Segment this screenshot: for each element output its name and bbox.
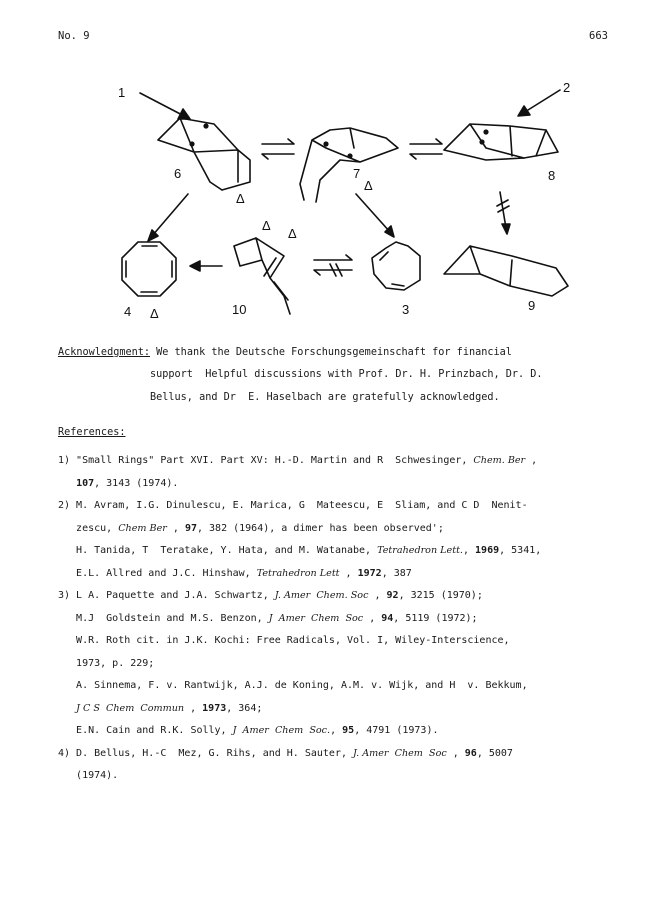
reference-item bbox=[58, 743, 638, 788]
label-4: 4 bbox=[124, 304, 132, 319]
volume-number: 107 bbox=[76, 477, 95, 489]
reference-item bbox=[58, 450, 638, 495]
structure-7 bbox=[300, 128, 398, 202]
reference-text: , 3215 (1970); bbox=[398, 590, 483, 601]
reference-text: , bbox=[525, 455, 538, 466]
reference-text: , 364; bbox=[226, 702, 263, 714]
reference-text: W.R. Roth cit. in J.K. Kochi: Free Radicals, Vol. I, Wiley-Interscience, bbox=[58, 635, 510, 646]
label-7: 7 bbox=[353, 166, 361, 181]
reference-text: , bbox=[330, 725, 343, 736]
reference-line bbox=[58, 563, 638, 586]
volume-number: 95 bbox=[342, 725, 355, 736]
reference-line bbox=[58, 630, 638, 653]
label-10: 10 bbox=[232, 302, 247, 317]
reference-text: , 5119 (1972); bbox=[393, 612, 478, 624]
journal-name: Chem. Ber bbox=[473, 455, 526, 466]
arrow-6-to-4 bbox=[152, 194, 188, 236]
reference-text: A. Sinnema, F. v. Rantwijk, A.J. de Koning, A.M. v. Wijk, and H v. Bekkum, bbox=[58, 680, 528, 691]
reaction-scheme bbox=[0, 60, 672, 335]
reference-text: , bbox=[184, 702, 203, 714]
acknowledgment-line: Bellus, and Dr E. Haselbach are gratefully acknowledged. bbox=[58, 391, 500, 403]
journal-name: J Amer Chem Soc. bbox=[232, 725, 331, 736]
label-1: 1 bbox=[118, 85, 126, 100]
reference-text: , bbox=[446, 747, 465, 759]
reference-line bbox=[58, 698, 638, 721]
label-8: 8 bbox=[548, 168, 556, 183]
reference-text: 1973, p. 229; bbox=[58, 657, 155, 669]
volume-number: 96 bbox=[464, 747, 477, 759]
reference-text: , 387 bbox=[381, 567, 412, 579]
journal-name: J. Amer Chem. Soc bbox=[274, 590, 369, 601]
label-9: 9 bbox=[528, 298, 536, 313]
structure-3 bbox=[372, 242, 420, 290]
reference-line bbox=[58, 765, 638, 788]
volume-number: 1972 bbox=[357, 567, 382, 579]
volume-number: 94 bbox=[381, 612, 394, 624]
label-6: 6 bbox=[174, 166, 182, 181]
structure-8 bbox=[444, 124, 558, 160]
reference-line bbox=[58, 518, 638, 541]
reference-text: , 4791 (1973). bbox=[354, 725, 439, 736]
reference-text: , bbox=[339, 567, 358, 579]
reference-item bbox=[58, 585, 638, 743]
structure-9 bbox=[444, 246, 568, 296]
journal-name: J Amer Chem Soc bbox=[268, 612, 364, 624]
reference-line bbox=[58, 495, 638, 518]
reference-text: E.N. Cain and R.K. Solly, bbox=[58, 725, 233, 736]
references-heading: References: bbox=[58, 427, 126, 438]
journal-name: J C S Chem Commun bbox=[76, 702, 185, 714]
reference-text: , 5341, bbox=[499, 545, 542, 556]
acknowledgment-line: We thank the Deutsche Forschungsgemeinschaft for financial bbox=[150, 347, 512, 358]
reference-text: , bbox=[462, 545, 476, 556]
reference-line bbox=[58, 608, 638, 631]
references-list bbox=[58, 450, 638, 788]
reference-line bbox=[58, 450, 638, 473]
volume-number: 1969 bbox=[475, 545, 500, 556]
reference-text bbox=[58, 478, 76, 489]
acknowledgment-heading: Acknowledgment: bbox=[58, 347, 151, 358]
reference-text: H. Tanida, T Teratake, Y. Hata, and M. Watanabe, bbox=[58, 545, 378, 556]
reference-text: E.L. Allred and J.C. Hinshaw, bbox=[58, 567, 257, 579]
journal-name: Tetrahedron Lett. bbox=[377, 545, 463, 556]
reference-text: 2) M. Avram, I.G. Dinulescu, E. Marica, G Mateescu, E Sliam, and C D Nenit- bbox=[58, 500, 528, 511]
delta-label-c: Δ bbox=[364, 178, 373, 193]
volume-number: 97 bbox=[184, 522, 197, 534]
label-3: 3 bbox=[402, 302, 410, 317]
reference-line bbox=[58, 653, 638, 676]
pointer-arrow-2-head bbox=[518, 106, 530, 116]
reference-line bbox=[58, 540, 638, 563]
reference-text: , bbox=[368, 590, 387, 601]
delta-label-e: Δ bbox=[262, 218, 271, 233]
reference-line bbox=[58, 743, 638, 766]
reference-text: zescu, bbox=[58, 522, 119, 534]
reference-text: 3) L A. Paquette and J.A. Schwartz, bbox=[58, 590, 275, 601]
delta-label-a: Δ bbox=[236, 191, 245, 206]
delta-label-b: Δ bbox=[288, 226, 297, 241]
reference-item bbox=[58, 495, 638, 585]
running-header: No. 9 bbox=[58, 30, 90, 42]
reference-text: , 382 (1964), a dimer has been observed'; bbox=[197, 522, 444, 534]
structure-6 bbox=[158, 118, 250, 190]
volume-number: 92 bbox=[386, 590, 399, 601]
delta-label-d: Δ bbox=[150, 306, 159, 321]
acknowledgment bbox=[58, 342, 628, 409]
label-2: 2 bbox=[563, 80, 571, 95]
reference-text: M.J Goldstein and M.S. Benzon, bbox=[58, 612, 269, 624]
reference-text: (1974). bbox=[58, 770, 119, 781]
arrow-7-to-3 bbox=[356, 194, 390, 232]
reference-text: , 5007 bbox=[476, 747, 513, 759]
reference-line bbox=[58, 675, 638, 698]
journal-name: Chem Ber bbox=[118, 522, 167, 534]
reference-text: 1) "Small Rings" Part XVI. Part XV: H.-D. Martin and R Schwesinger, bbox=[58, 455, 474, 466]
reference-text: , bbox=[166, 522, 185, 534]
journal-name: Tetrahedron Lett bbox=[256, 567, 340, 579]
reference-line bbox=[58, 585, 638, 608]
reference-text bbox=[58, 703, 76, 714]
reference-text: , bbox=[363, 612, 382, 624]
page-number: 663 bbox=[589, 30, 608, 42]
structure-4 bbox=[122, 242, 176, 296]
reference-line bbox=[58, 720, 638, 743]
reference-text: , 3143 (1974). bbox=[94, 477, 179, 489]
journal-name: J. Amer Chem Soc bbox=[353, 747, 447, 759]
reference-line bbox=[58, 473, 638, 496]
reference-text: 4) D. Bellus, H.-C Mez, G. Rihs, and H. Sauter, bbox=[58, 747, 354, 759]
volume-number: 1973 bbox=[202, 702, 227, 714]
acknowledgment-line: support Helpful discussions with Prof. Dr. H. Prinzbach, Dr. D. bbox=[58, 369, 543, 381]
